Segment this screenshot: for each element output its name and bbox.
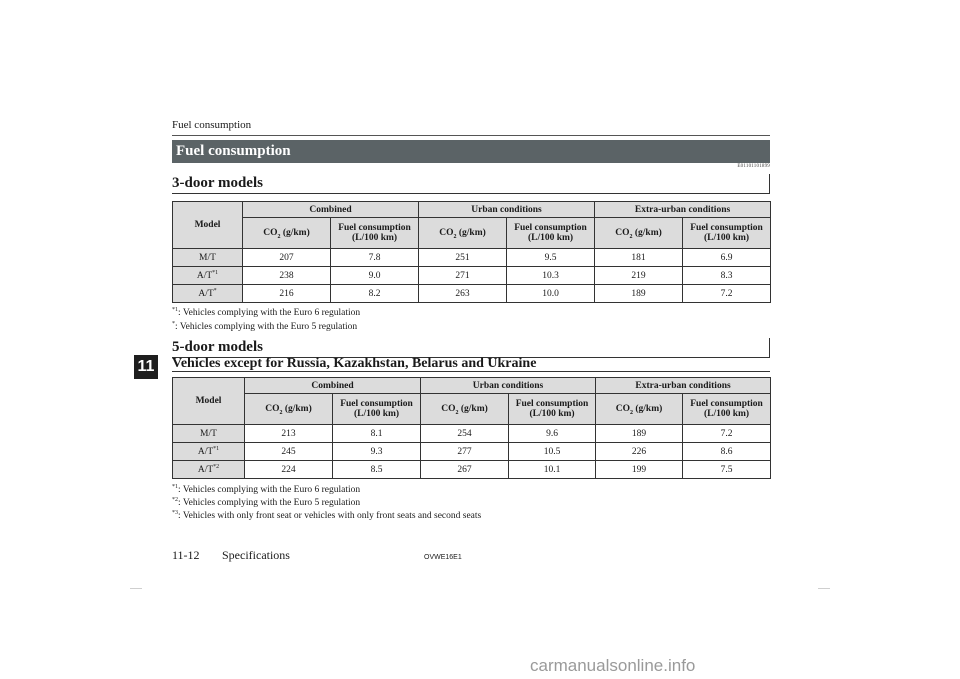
section-title-bar: Fuel consumption [172, 140, 770, 163]
value-cell: 189 [595, 285, 683, 303]
co2-header: $CO_2$ (g/km) [595, 218, 683, 249]
value-cell: 219 [595, 267, 683, 285]
model-cell: M/T [173, 425, 245, 443]
value-cell: 226 [596, 443, 683, 461]
value-cell: 271 [419, 267, 507, 285]
model-cell: $A/T^{*1}$ [173, 267, 243, 285]
group-extra-urban: Extra-urban conditions [596, 378, 771, 394]
group-combined: Combined [245, 378, 421, 394]
co2-header: $CO_2$ (g/km) [596, 394, 683, 425]
value-cell: 224 [245, 461, 333, 479]
value-cell: 9.5 [507, 249, 595, 267]
value-cell: 267 [421, 461, 509, 479]
value-cell: 7.2 [683, 285, 771, 303]
group-urban: Urban conditions [419, 202, 595, 218]
value-cell: 181 [595, 249, 683, 267]
group-urban: Urban conditions [421, 378, 596, 394]
value-cell: 277 [421, 443, 509, 461]
crop-mark [818, 588, 830, 589]
chapter-tab: 11 [134, 355, 158, 379]
value-cell: 245 [245, 443, 333, 461]
three-door-table [172, 201, 771, 303]
fc-header: Fuel consumption (L/100 km) [683, 394, 771, 425]
model-cell: $A/T^{*1}$ [173, 443, 245, 461]
co2-header: $CO_2$ (g/km) [245, 394, 333, 425]
footer-code: OVWE16E1 [424, 554, 462, 561]
value-cell: 6.9 [683, 249, 771, 267]
value-cell: 213 [245, 425, 333, 443]
footnote: $^{*1}$: Vehicles complying with the Euro 6 regulation [172, 306, 361, 318]
table-row [173, 425, 771, 443]
five-door-subheading: Vehicles except for Russia, Kazakhstan, Belarus and Ukraine [172, 356, 770, 372]
group-combined: Combined [243, 202, 419, 218]
footnote: *: Vehicles complying with the Euro 5 regulation [172, 320, 358, 332]
co2-header: $CO_2$ (g/km) [419, 218, 507, 249]
value-cell: 8.2 [331, 285, 419, 303]
model-header: Model [173, 202, 243, 249]
footnote: $^{*1}$: Vehicles complying with the Euro 6 regulation [172, 483, 361, 495]
value-cell: 7.2 [683, 425, 771, 443]
value-cell: 8.6 [683, 443, 771, 461]
value-cell: 8.3 [683, 267, 771, 285]
value-cell: 251 [419, 249, 507, 267]
footnote: $^{*3}$: Vehicles with only front seat or vehicles with only front seats and second seats [172, 509, 482, 521]
value-cell: 10.3 [507, 267, 595, 285]
watermark: carmanualsonline.info [530, 656, 696, 675]
value-cell: 9.3 [333, 443, 421, 461]
value-cell: 254 [421, 425, 509, 443]
table-row [173, 443, 771, 461]
value-cell: 238 [243, 267, 331, 285]
footnote: $^{*2}$: Vehicles complying with the Euro 5 regulation [172, 496, 361, 508]
crop-mark [130, 588, 142, 589]
value-cell: 263 [419, 285, 507, 303]
five-door-heading: 5-door models [172, 338, 770, 358]
value-cell: 8.1 [333, 425, 421, 443]
fc-header: Fuel consumption (L/100 km) [509, 394, 596, 425]
value-cell: 10.0 [507, 285, 595, 303]
model-cell: A/T* [173, 285, 243, 303]
table-row [173, 267, 771, 285]
fc-header: Fuel consumption (L/100 km) [333, 394, 421, 425]
value-cell: 216 [243, 285, 331, 303]
value-cell: 199 [596, 461, 683, 479]
model-cell: $A/T^{*2}$ [173, 461, 245, 479]
value-cell: 207 [243, 249, 331, 267]
model-header: Model [173, 378, 245, 425]
running-header: Fuel consumption [172, 119, 252, 131]
fc-header: Fuel consumption (L/100 km) [507, 218, 595, 249]
value-cell: 7.8 [331, 249, 419, 267]
footer-section: Specifications [222, 548, 290, 562]
model-cell: M/T [173, 249, 243, 267]
co2-header: $CO_2$ (g/km) [243, 218, 331, 249]
three-door-heading: 3-door models [172, 174, 770, 194]
value-cell: 189 [596, 425, 683, 443]
group-extra-urban: Extra-urban conditions [595, 202, 771, 218]
table-row [173, 285, 771, 303]
co2-header: $CO_2$ (g/km) [421, 394, 509, 425]
value-cell: 9.6 [509, 425, 596, 443]
fc-header: Fuel consumption (L/100 km) [683, 218, 771, 249]
value-cell: 9.0 [331, 267, 419, 285]
fc-header: Fuel consumption (L/100 km) [331, 218, 419, 249]
five-door-table [172, 377, 771, 479]
value-cell: 10.1 [509, 461, 596, 479]
header-rule [172, 135, 770, 136]
value-cell: 7.5 [683, 461, 771, 479]
value-cell: 8.5 [333, 461, 421, 479]
section-code: E01101101899 [737, 164, 770, 169]
table-row [173, 249, 771, 267]
table-row [173, 461, 771, 479]
value-cell: 10.5 [509, 443, 596, 461]
page-number: 11-12 [172, 548, 200, 562]
